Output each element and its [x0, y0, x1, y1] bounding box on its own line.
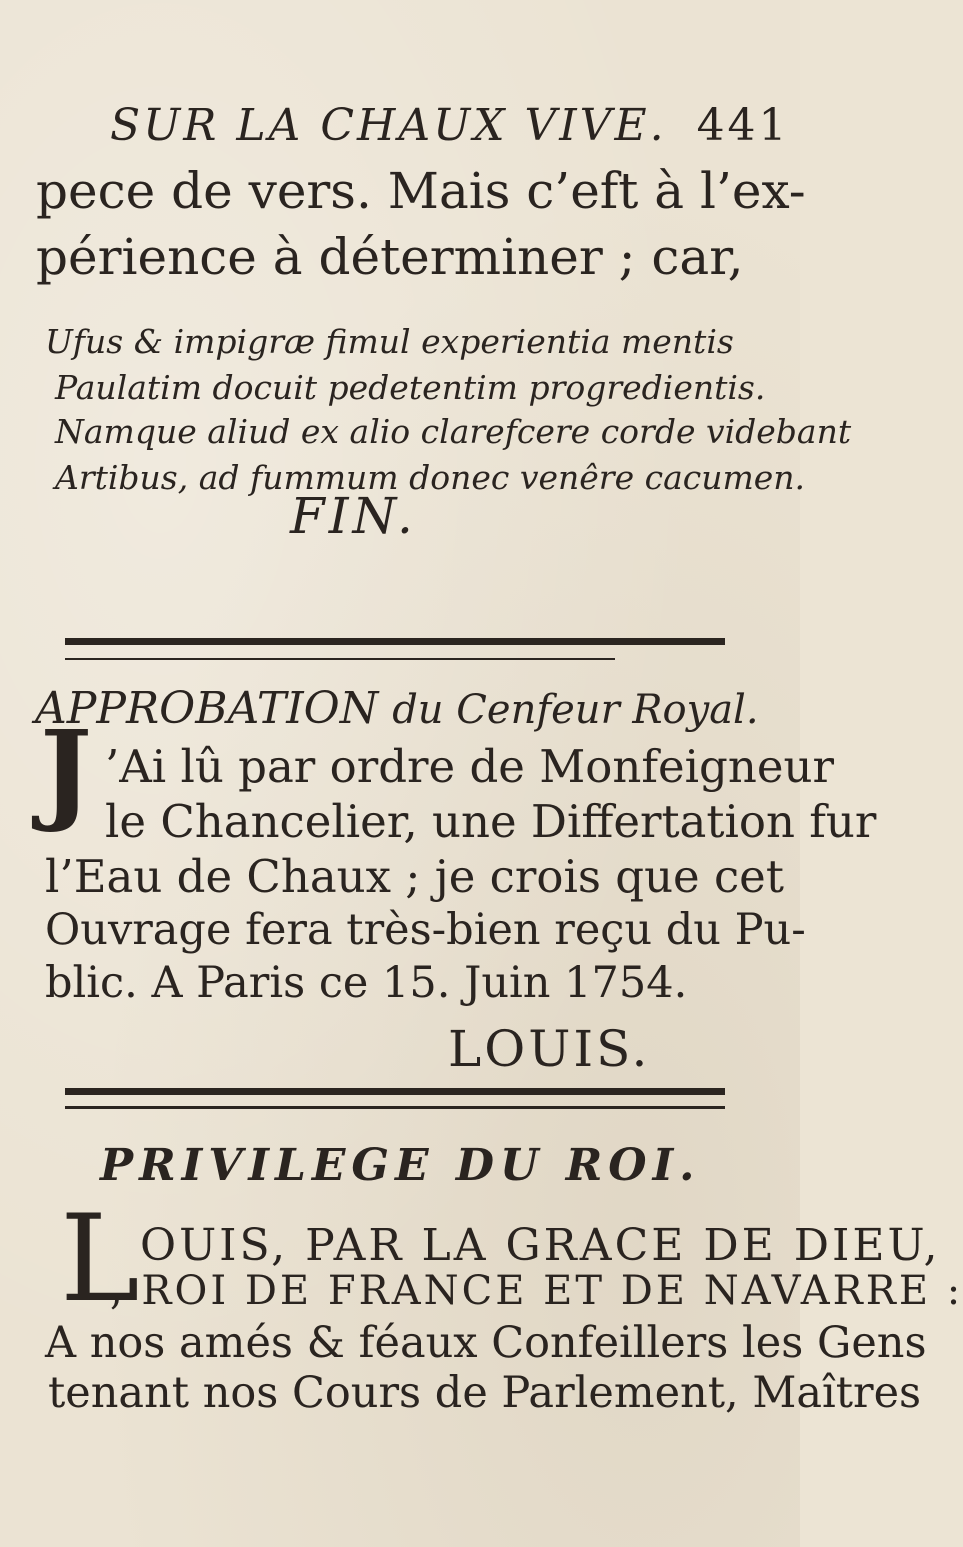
text-line: tenant nos Cours de Parlement, Maîtres [48, 1368, 922, 1418]
verse-line: Ufus & impigræ fimul experientia mentis [45, 322, 734, 361]
page-number: 441 [696, 100, 790, 151]
divider-rule [65, 638, 725, 645]
approbation-title [35, 683, 759, 734]
verse-line: Paulatim docuit pedetentim progredientis. [55, 368, 766, 407]
approbation-title-main: APPROBATION [35, 683, 379, 734]
text-line: ’Ai lû par ordre de Monfeigneur [105, 740, 834, 793]
end-mark: FIN. [290, 487, 417, 545]
signature: LOUIS. [448, 1020, 651, 1078]
text-line: OUIS, PAR LA GRACE DE DIEU, [140, 1220, 941, 1271]
text-line: pece de vers. Mais c’eft à l’ex- [36, 162, 806, 220]
drop-cap: J [40, 706, 93, 835]
privilege-title: PRIVILEGE DU ROI. [100, 1140, 701, 1191]
running-header [110, 100, 790, 151]
divider-rule-thin [65, 658, 615, 660]
header-title: SUR LA CHAUX VIVE. [110, 100, 667, 151]
text-line: l’Eau de Chaux ; je crois que cet [45, 850, 784, 903]
text-line: , ROI DE FRANCE ET DE NAVARRE : [110, 1268, 963, 1314]
verse-line: Namque aliud ex alio clarefcere corde videbant [55, 412, 852, 451]
verse-line: Artibus, ad fummum donec venêre cacumen. [55, 458, 806, 497]
drop-cap: L [60, 1190, 140, 1329]
text-line: périence à déterminer ; car, [36, 228, 744, 286]
text-line: A nos amés & féaux Confeillers les Gens [45, 1318, 927, 1368]
text-line: Ouvrage fera très-bien reçu du Pu- [45, 905, 806, 955]
divider-rule-thin [65, 1106, 725, 1109]
text-line: blic. A Paris ce 15. Juin 1754. [45, 958, 688, 1008]
divider-rule [65, 1088, 725, 1095]
text-line: le Chancelier, une Differtation fur [105, 795, 877, 848]
approbation-title-rest: du Cenfeur Royal. [392, 687, 759, 733]
